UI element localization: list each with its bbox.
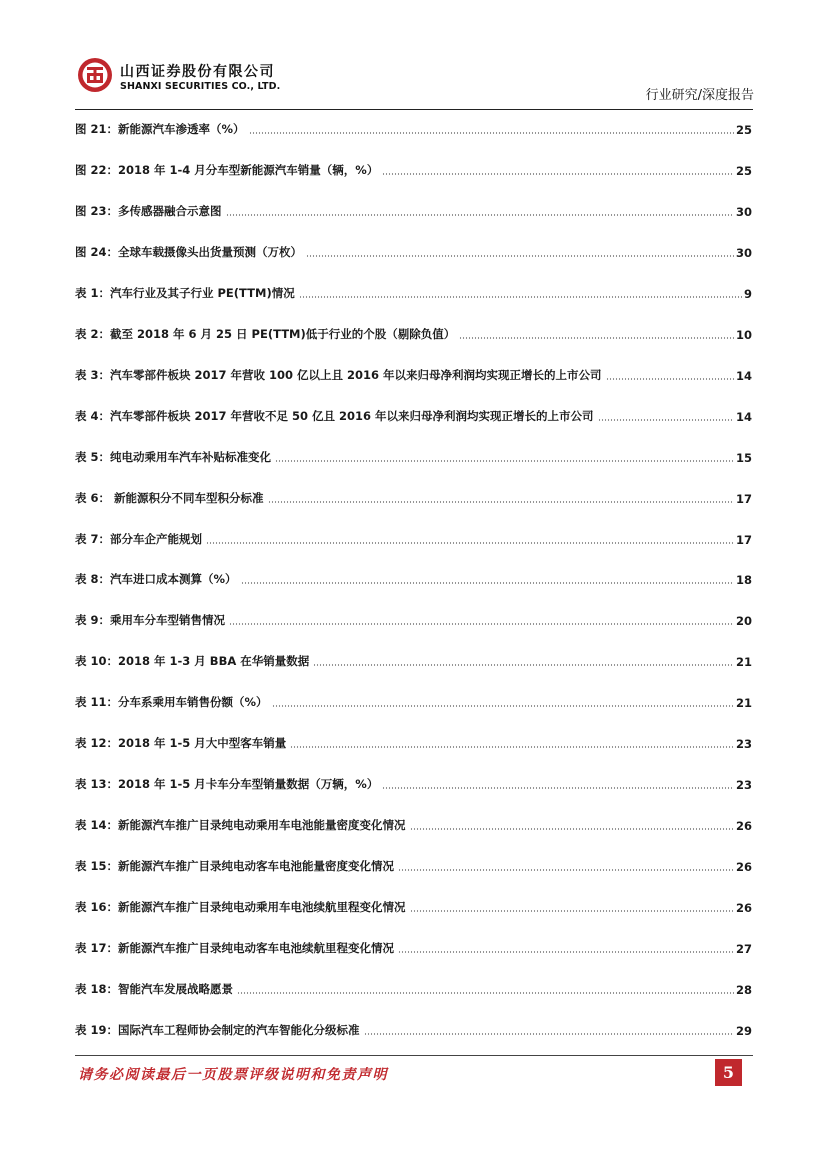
toc-entry[interactable]	[75, 363, 752, 383]
toc-dot-leader	[272, 705, 734, 707]
toc-entry[interactable]	[75, 158, 752, 178]
toc-dot-leader	[382, 787, 734, 789]
toc-entry-page: 17	[735, 491, 752, 506]
toc-entry-label: 表 17：新能源汽车推广目录纯电动客车电池续航里程变化情况	[75, 941, 395, 955]
toc-entry-label: 表 3：汽车零部件板块 2017 年营收 100 亿以上且 2016 年以来归母净利润均实现正增长的上市公司	[75, 367, 602, 382]
toc-entry-page: 10	[735, 327, 752, 342]
company-name-cn: 山西证券股份有限公司	[120, 64, 275, 80]
toc-entry-label: 表 18：智能汽车发展战略愿景	[75, 981, 234, 996]
toc-entry-page: 28	[735, 982, 752, 997]
toc-entry[interactable]	[75, 1018, 752, 1038]
toc-entry-label: 表 13：2018 年 1-5 月卡车分车型销量数据（万辆，%）	[75, 777, 379, 792]
toc-entry-page: 25	[735, 163, 752, 178]
toc-entry-page: 27	[735, 942, 752, 956]
toc-entry-label: 表 7：部分车企产能规划	[75, 531, 203, 546]
toc-dot-leader	[606, 378, 734, 380]
toc-dot-leader	[410, 828, 734, 830]
toc-dot-leader	[275, 460, 734, 462]
toc-entry[interactable]	[75, 649, 752, 669]
toc-dot-leader	[306, 255, 734, 257]
shanxi-securities-logo-icon	[77, 57, 113, 93]
toc-entry-page: 21	[735, 655, 752, 670]
toc-entry-page: 26	[735, 819, 752, 834]
toc-entry-label: 表 19：国际汽车工程师协会制定的汽车智能化分级标准	[75, 1022, 360, 1037]
toc-entry[interactable]	[75, 117, 752, 137]
toc-entry-label: 表 8：汽车进口成本测算（%）	[75, 572, 237, 587]
toc-dot-leader	[249, 132, 734, 134]
toc-dot-leader	[410, 910, 734, 912]
toc-dot-leader	[206, 542, 734, 544]
toc-entry-label: 图 22：2018 年 1-4 月分车型新能源汽车销量（辆，%）	[75, 162, 379, 177]
toc-entry[interactable]	[75, 567, 752, 587]
toc-entry[interactable]	[75, 895, 752, 915]
toc-entry[interactable]	[75, 936, 752, 956]
toc-entry-page: 25	[735, 123, 752, 137]
toc-entry[interactable]	[75, 240, 752, 260]
toc-entry-page: 23	[735, 778, 752, 793]
page-header	[0, 0, 827, 110]
toc-entry-label: 图 24：全球车载摄像头出货量预测（万枚）	[75, 244, 303, 259]
toc-entry-label: 表 9：乘用车分车型销售情况	[75, 613, 226, 628]
toc-entry-label: 表 4：汽车零部件板块 2017 年营收不足 50 亿且 2016 年以来归母净利润均实现正增长的上市公司	[75, 408, 594, 423]
toc-entry[interactable]	[75, 404, 752, 424]
toc-entry-page: 18	[735, 573, 752, 588]
footer-divider	[75, 1055, 753, 1056]
toc-entry-page: 14	[735, 368, 752, 383]
toc-dot-leader	[226, 214, 734, 216]
toc-entry[interactable]	[75, 608, 752, 628]
toc-entry[interactable]	[75, 813, 752, 833]
toc-dot-leader	[237, 992, 734, 994]
toc-entry-page: 26	[735, 901, 752, 916]
toc-entry-label: 表 15：新能源汽车推广目录纯电动客车电池能量密度变化情况	[75, 859, 395, 874]
toc-entry-page: 17	[735, 532, 752, 547]
toc-entry-label: 表 12：2018 年 1-5 月大中型客车销量	[75, 736, 287, 751]
toc-entry-page: 23	[735, 737, 752, 752]
toc-entry-label: 表 14：新能源汽车推广目录纯电动乘用车电池能量密度变化情况	[75, 818, 406, 833]
toc-dot-leader	[313, 664, 734, 666]
toc-entry-label: 表 10：2018 年 1-3 月 BBA 在华销量数据	[75, 654, 310, 669]
toc-entry-label: 表 11：分车系乘用车销售份额（%）	[75, 695, 268, 710]
toc-entry[interactable]	[75, 772, 752, 792]
toc-dot-leader	[364, 1033, 734, 1035]
toc-dot-leader	[459, 337, 734, 339]
toc-entry-label: 表 1：汽车行业及其子行业 PE(TTM)情况	[75, 285, 295, 300]
toc-entry[interactable]	[75, 322, 752, 342]
toc-dot-leader	[398, 869, 734, 871]
toc-entry-label: 图 23：多传感器融合示意图	[75, 203, 222, 218]
toc-entry[interactable]	[75, 690, 752, 710]
disclaimer-text: 请务必阅读最后一页股票评级说明和免责声明	[78, 1067, 388, 1083]
header-divider	[75, 109, 753, 110]
toc-entry-page: 15	[735, 450, 752, 465]
company-name-en: SHANXI SECURITIES CO., LTD.	[120, 81, 281, 92]
toc-entry[interactable]	[75, 199, 752, 219]
toc-dot-leader	[598, 419, 734, 421]
toc-entry-label: 表 5：纯电动乘用车汽车补贴标准变化	[75, 449, 272, 464]
toc-entry-label: 图 21：新能源汽车渗透率（%）	[75, 122, 245, 136]
toc-entry-page: 21	[735, 696, 752, 711]
toc-entry[interactable]	[75, 977, 752, 997]
toc-entry-page: 30	[735, 245, 752, 260]
toc-entry-label: 表 6： 新能源积分不同车型积分标准	[75, 490, 264, 505]
toc-dot-leader	[268, 501, 734, 503]
toc-entry-page: 29	[735, 1023, 752, 1038]
toc-entry-page: 30	[735, 204, 752, 219]
report-type-label: 行业研究/深度报告	[645, 88, 754, 103]
toc-entry[interactable]	[75, 731, 752, 751]
toc-dot-leader	[241, 582, 734, 584]
toc-entry[interactable]	[75, 854, 752, 874]
page-number-badge: 5	[715, 1059, 742, 1086]
toc-entry[interactable]	[75, 281, 752, 301]
toc-entry-label: 表 2：截至 2018 年 6 月 25 日 PE(TTM)低于行业的个股（剔除负值）	[75, 326, 456, 341]
toc-dot-leader	[398, 951, 734, 953]
toc-entry[interactable]	[75, 445, 752, 465]
toc-dot-leader	[290, 746, 734, 748]
toc-entry[interactable]	[75, 486, 752, 506]
toc-entry-page: 9	[743, 286, 752, 301]
toc-entry[interactable]	[75, 527, 752, 547]
toc-dot-leader	[299, 296, 742, 298]
toc-entry-page: 14	[735, 409, 752, 424]
toc-entry-page: 20	[735, 614, 752, 629]
toc-dot-leader	[382, 173, 734, 175]
toc-dot-leader	[229, 623, 734, 625]
toc-entry-label: 表 16：新能源汽车推广目录纯电动乘用车电池续航里程变化情况	[75, 900, 406, 915]
toc-entry-page: 26	[735, 860, 752, 875]
